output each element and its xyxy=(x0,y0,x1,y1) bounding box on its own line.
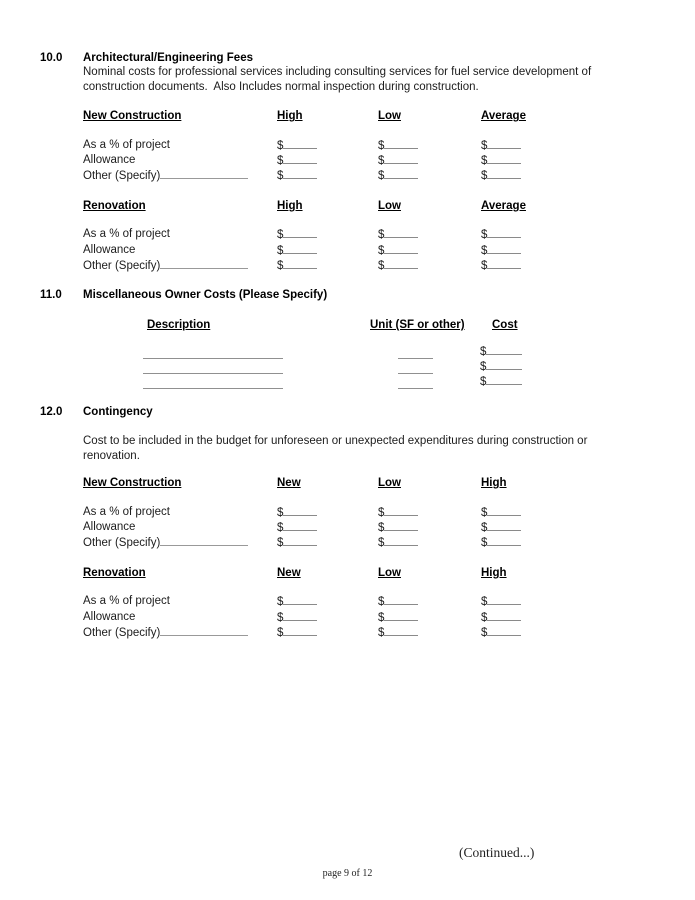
table-row xyxy=(83,345,655,360)
amount-cell xyxy=(378,535,481,550)
table-row xyxy=(83,610,655,625)
currency-symbol: $ xyxy=(378,506,385,519)
amount-cell xyxy=(378,505,481,520)
amount-blank xyxy=(384,625,418,636)
amount-blank xyxy=(384,168,418,179)
row-label: Allowance xyxy=(83,243,136,256)
amount-cell xyxy=(277,168,378,183)
table-header-row xyxy=(83,566,655,580)
page-number: page 9 of 12 xyxy=(322,868,373,879)
section-contingency xyxy=(40,405,655,640)
table-row xyxy=(83,375,655,390)
table-row xyxy=(83,243,655,258)
amount-cell xyxy=(378,227,481,242)
table-header-row xyxy=(83,109,655,123)
body-text-line: Cost to be included in the budget for unforeseen or unexpected expenditures during construction or xyxy=(83,435,588,448)
section-body xyxy=(83,318,655,390)
currency-symbol: $ xyxy=(481,537,488,550)
table-label-header: New Construction xyxy=(83,110,182,123)
currency-symbol: $ xyxy=(277,611,284,624)
amount-blank xyxy=(384,594,418,605)
amount-cell xyxy=(481,505,655,520)
amount-blank xyxy=(384,535,418,546)
currency-symbol: $ xyxy=(481,170,488,183)
table-header-row xyxy=(83,318,655,333)
currency-symbol: $ xyxy=(481,596,488,609)
body-text-line: construction documents. Also Includes normal inspection during construction. xyxy=(83,80,479,93)
amount-blank xyxy=(487,535,521,546)
amount-cell xyxy=(277,227,378,242)
row-label-text: Other (Specify) xyxy=(83,170,161,183)
section-heading xyxy=(40,288,655,302)
amount-blank xyxy=(487,505,521,516)
amount-blank xyxy=(487,168,521,179)
specify-blank xyxy=(160,168,248,179)
amount-cell xyxy=(277,153,378,168)
table-label-header: Renovation xyxy=(83,566,146,579)
amount-blank xyxy=(283,153,317,164)
table-body xyxy=(83,138,655,184)
amount-blank xyxy=(283,625,317,636)
amount-blank xyxy=(283,168,317,179)
specify-blank xyxy=(160,625,248,636)
unit-blank xyxy=(398,388,433,389)
cost-cell xyxy=(480,344,522,359)
currency-symbol: $ xyxy=(277,170,284,183)
row-label: Allowance xyxy=(83,610,136,623)
body-text xyxy=(83,434,655,463)
section-body xyxy=(83,65,655,273)
currency-symbol: $ xyxy=(277,626,284,639)
table-row xyxy=(83,138,655,153)
table-row xyxy=(83,535,655,550)
currency-symbol: $ xyxy=(277,244,284,257)
table-row xyxy=(83,625,655,640)
amount-cell xyxy=(277,610,378,625)
amount-blank xyxy=(384,138,418,149)
row-label: Allowance xyxy=(83,520,136,533)
amount-blank xyxy=(283,505,317,516)
amount-cell xyxy=(481,138,655,153)
amount-cell xyxy=(378,138,481,153)
specify-blank xyxy=(160,258,248,269)
row-label: As a % of project xyxy=(83,228,170,241)
amount-blank xyxy=(384,520,418,531)
currency-symbol: $ xyxy=(378,229,385,242)
amount-cell xyxy=(277,625,378,640)
amount-cell xyxy=(481,610,655,625)
specify-blank xyxy=(160,535,248,546)
description-blank xyxy=(143,373,283,374)
currency-symbol: $ xyxy=(480,361,487,374)
amount-blank xyxy=(283,535,317,546)
amount-blank xyxy=(384,153,418,164)
section-heading xyxy=(40,405,655,419)
table-row xyxy=(83,258,655,273)
amount-blank xyxy=(283,138,317,149)
body-text-line: Nominal costs for professional services including consulting services for fuel service development of xyxy=(83,66,592,79)
currency-symbol: $ xyxy=(378,626,385,639)
amount-cell xyxy=(277,594,378,609)
cost-cell xyxy=(480,374,522,389)
section-architectural-engineering-fees xyxy=(40,51,655,273)
amount-blank xyxy=(384,258,418,269)
section-title: Contingency xyxy=(83,405,153,418)
fee-table-renovation xyxy=(83,199,655,274)
currency-symbol: $ xyxy=(481,244,488,257)
table-row xyxy=(83,360,655,375)
section-miscellaneous-owner-costs xyxy=(40,288,655,389)
column-header: Description xyxy=(147,318,211,331)
amount-cell xyxy=(481,227,655,242)
amount-blank xyxy=(487,625,521,636)
currency-symbol: $ xyxy=(481,229,488,242)
amount-blank xyxy=(486,344,522,355)
column-header: Cost xyxy=(492,318,518,331)
amount-blank xyxy=(283,227,317,238)
table-row xyxy=(83,168,655,183)
table-row xyxy=(83,505,655,520)
table-row xyxy=(83,227,655,242)
currency-symbol: $ xyxy=(277,537,284,550)
amount-cell xyxy=(481,594,655,609)
amount-blank xyxy=(486,359,522,370)
currency-symbol: $ xyxy=(378,260,385,273)
fee-table-new-construction xyxy=(83,109,655,184)
amount-cell xyxy=(378,153,481,168)
table-body xyxy=(83,345,655,390)
column-header: Average xyxy=(481,199,526,212)
column-header: High xyxy=(277,199,303,212)
section-heading xyxy=(40,51,655,65)
amount-blank xyxy=(283,258,317,269)
currency-symbol: $ xyxy=(378,611,385,624)
amount-blank xyxy=(487,520,521,531)
currency-symbol: $ xyxy=(277,521,284,534)
currency-symbol: $ xyxy=(481,611,488,624)
row-label: As a % of project xyxy=(83,595,170,608)
row-label xyxy=(83,258,277,273)
amount-cell xyxy=(481,243,655,258)
column-header: High xyxy=(481,566,507,579)
currency-symbol: $ xyxy=(277,596,284,609)
amount-cell xyxy=(277,138,378,153)
column-header: Low xyxy=(378,110,401,123)
currency-symbol: $ xyxy=(277,155,284,168)
amount-cell xyxy=(277,535,378,550)
amount-blank xyxy=(283,243,317,254)
section-number: 11.0 xyxy=(40,289,62,302)
amount-blank xyxy=(487,594,521,605)
row-label-text: Other (Specify) xyxy=(83,537,161,550)
amount-cell xyxy=(277,243,378,258)
amount-blank xyxy=(384,227,418,238)
currency-symbol: $ xyxy=(481,260,488,273)
currency-symbol: $ xyxy=(480,346,487,359)
row-label xyxy=(83,168,277,183)
currency-symbol: $ xyxy=(481,155,488,168)
section-title: Miscellaneous Owner Costs (Please Specify) xyxy=(83,289,328,302)
unit-blank xyxy=(398,358,433,359)
amount-blank xyxy=(384,610,418,621)
amount-cell xyxy=(378,625,481,640)
amount-cell xyxy=(378,594,481,609)
column-header: New xyxy=(277,477,301,490)
amount-blank xyxy=(384,505,418,516)
table-row xyxy=(83,594,655,609)
currency-symbol: $ xyxy=(378,596,385,609)
body-text-line: renovation. xyxy=(83,449,140,462)
currency-symbol: $ xyxy=(277,229,284,242)
amount-blank xyxy=(487,258,521,269)
continued-note: (Continued...) xyxy=(459,845,535,860)
table-header-row xyxy=(83,476,655,490)
row-label: Allowance xyxy=(83,154,136,167)
misc-costs-table xyxy=(83,318,655,390)
column-header: High xyxy=(277,110,303,123)
table-label-header: Renovation xyxy=(83,199,146,212)
currency-symbol: $ xyxy=(378,244,385,257)
currency-symbol: $ xyxy=(378,155,385,168)
currency-symbol: $ xyxy=(378,170,385,183)
amount-cell xyxy=(378,168,481,183)
amount-blank xyxy=(487,153,521,164)
description-blank xyxy=(143,358,283,359)
table-body xyxy=(83,594,655,640)
row-label: As a % of project xyxy=(83,138,170,151)
row-label xyxy=(83,625,277,640)
table-row xyxy=(83,153,655,168)
section-title: Architectural/Engineering Fees xyxy=(83,52,253,64)
description-blank xyxy=(143,388,283,389)
currency-symbol: $ xyxy=(481,139,488,152)
currency-symbol: $ xyxy=(277,506,284,519)
amount-blank xyxy=(487,227,521,238)
cost-cell xyxy=(480,359,522,374)
currency-symbol: $ xyxy=(481,626,488,639)
amount-blank xyxy=(283,610,317,621)
column-header: Unit (SF or other) xyxy=(370,318,465,331)
unit-blank xyxy=(398,373,433,374)
amount-cell xyxy=(481,535,655,550)
column-header: New xyxy=(277,566,301,579)
amount-cell xyxy=(378,610,481,625)
amount-cell xyxy=(378,243,481,258)
column-header: Average xyxy=(481,110,526,123)
amount-cell xyxy=(481,153,655,168)
amount-cell xyxy=(481,168,655,183)
currency-symbol: $ xyxy=(378,139,385,152)
currency-symbol: $ xyxy=(277,260,284,273)
amount-blank xyxy=(487,610,521,621)
table-row xyxy=(83,520,655,535)
row-label xyxy=(83,535,277,550)
amount-cell xyxy=(481,520,655,535)
amount-cell xyxy=(378,520,481,535)
amount-cell xyxy=(277,258,378,273)
amount-cell xyxy=(277,505,378,520)
column-header: Low xyxy=(378,199,401,212)
currency-symbol: $ xyxy=(480,376,487,389)
contingency-table-renovation xyxy=(83,566,655,641)
table-label-header: New Construction xyxy=(83,477,182,490)
amount-cell xyxy=(481,625,655,640)
amount-blank xyxy=(487,138,521,149)
amount-cell xyxy=(277,520,378,535)
amount-cell xyxy=(481,258,655,273)
row-label-text: Other (Specify) xyxy=(83,626,161,639)
contingency-table-new-construction xyxy=(83,476,655,551)
currency-symbol: $ xyxy=(481,506,488,519)
section-number: 12.0 xyxy=(40,405,63,418)
section-number: 10.0 xyxy=(40,52,63,64)
amount-cell xyxy=(378,258,481,273)
currency-symbol: $ xyxy=(481,521,488,534)
amount-blank xyxy=(283,520,317,531)
table-body xyxy=(83,227,655,273)
section-body xyxy=(83,434,655,640)
column-header: Low xyxy=(378,566,401,579)
amount-blank xyxy=(487,243,521,254)
row-label-text: Other (Specify) xyxy=(83,260,161,273)
table-body xyxy=(83,505,655,551)
column-header: High xyxy=(481,477,507,490)
currency-symbol: $ xyxy=(378,521,385,534)
column-header: Low xyxy=(378,477,401,490)
amount-blank xyxy=(486,374,522,385)
currency-symbol: $ xyxy=(378,537,385,550)
currency-symbol: $ xyxy=(277,139,284,152)
amount-blank xyxy=(283,594,317,605)
table-header-row xyxy=(83,199,655,213)
amount-blank xyxy=(384,243,418,254)
row-label: As a % of project xyxy=(83,505,170,518)
